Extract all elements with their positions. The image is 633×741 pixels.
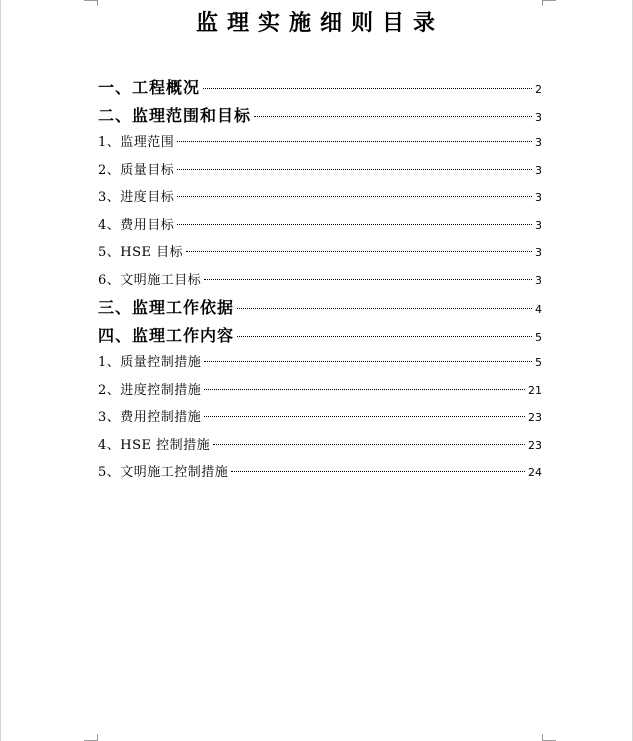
- toc-entry[interactable]: [98, 322, 542, 350]
- toc-dot-leader: [204, 279, 532, 280]
- toc-dot-leader: [237, 308, 532, 309]
- toc-entry-page-number: 3: [535, 191, 542, 204]
- toc-entry-label: 2、质量目标: [98, 162, 175, 178]
- toc-entry-page-number: 2: [535, 83, 542, 96]
- toc-entry-label: 一、工程概况: [98, 78, 201, 97]
- toc-entry-page-number: 3: [535, 246, 542, 259]
- toc-entry-label: 2、进度控制措施: [98, 382, 202, 398]
- toc-entry-label: 四、监理工作内容: [98, 325, 235, 345]
- toc-entry[interactable]: [98, 377, 542, 405]
- toc-dot-leader: [177, 141, 532, 142]
- toc-entry[interactable]: [98, 74, 542, 102]
- crop-mark-top-right: [542, 0, 556, 1]
- toc-entry-label: 6、文明施工目标: [98, 272, 202, 288]
- toc-dot-leader: [254, 116, 532, 117]
- toc-entry-label: 4、HSE 控制措施: [98, 437, 211, 453]
- toc-entry-label: 二、监理范围和目标: [98, 105, 252, 125]
- toc-entry[interactable]: [98, 404, 542, 432]
- toc-entry[interactable]: [98, 267, 542, 295]
- toc-entry-page-number: 23: [528, 438, 542, 452]
- toc-entry-label: 三、监理工作依据: [98, 298, 235, 317]
- toc-entry-page-number: 21: [528, 383, 542, 397]
- crop-mark-bottom-right-vertical: [542, 734, 543, 741]
- toc-dot-leader: [177, 169, 532, 170]
- toc-entry-label: 4、费用目标: [98, 217, 175, 233]
- toc-entry[interactable]: [98, 239, 542, 267]
- toc-dot-leader: [204, 416, 525, 417]
- crop-mark-top-left: [84, 0, 98, 1]
- toc-entry[interactable]: [98, 349, 542, 377]
- toc-entry-label: 5、HSE 目标: [98, 245, 184, 260]
- toc-entry-label: 1、监理范围: [98, 135, 175, 150]
- toc-entry-label: 1、质量控制措施: [98, 355, 202, 370]
- toc-entry[interactable]: [98, 459, 542, 487]
- toc-entry-label: 3、费用控制措施: [98, 410, 202, 425]
- toc-entry[interactable]: [98, 294, 542, 322]
- toc-entry-page-number: 3: [535, 136, 542, 149]
- toc-entry[interactable]: [98, 102, 542, 130]
- toc-entry[interactable]: [98, 212, 542, 240]
- toc-dot-leader: [231, 471, 525, 472]
- toc-entry-page-number: 5: [535, 330, 542, 344]
- crop-mark-bottom-left-vertical: [97, 734, 98, 741]
- toc-dot-leader: [237, 336, 532, 337]
- toc-entry[interactable]: [98, 129, 542, 157]
- toc-dot-leader: [213, 444, 525, 445]
- toc-entry[interactable]: [98, 157, 542, 185]
- toc-entry-page-number: 3: [535, 218, 542, 232]
- toc-entry-label: 5、文明施工控制措施: [98, 465, 229, 480]
- toc-entry[interactable]: [98, 432, 542, 460]
- page-edge-left: [0, 0, 1, 741]
- toc-entry-page-number: 23: [528, 411, 542, 424]
- toc-entry-page-number: 3: [535, 273, 542, 287]
- toc-dot-leader: [204, 389, 525, 390]
- toc-entry-page-number: 3: [535, 110, 542, 124]
- toc-entry[interactable]: [98, 184, 542, 212]
- toc-entry-page-number: 4: [535, 303, 542, 316]
- toc-entry-page-number: 5: [535, 356, 542, 369]
- toc-entry-page-number: 24: [528, 466, 542, 479]
- toc-dot-leader: [186, 251, 532, 252]
- document-title: 监理实施细则目录: [195, 10, 444, 36]
- toc-dot-leader: [204, 361, 532, 362]
- toc-dot-leader: [203, 88, 532, 89]
- toc-entry-page-number: 3: [535, 163, 542, 177]
- toc-dot-leader: [177, 196, 532, 197]
- toc-dot-leader: [177, 224, 532, 225]
- toc-entry-label: 3、进度目标: [98, 190, 175, 205]
- table-of-contents: [98, 74, 542, 487]
